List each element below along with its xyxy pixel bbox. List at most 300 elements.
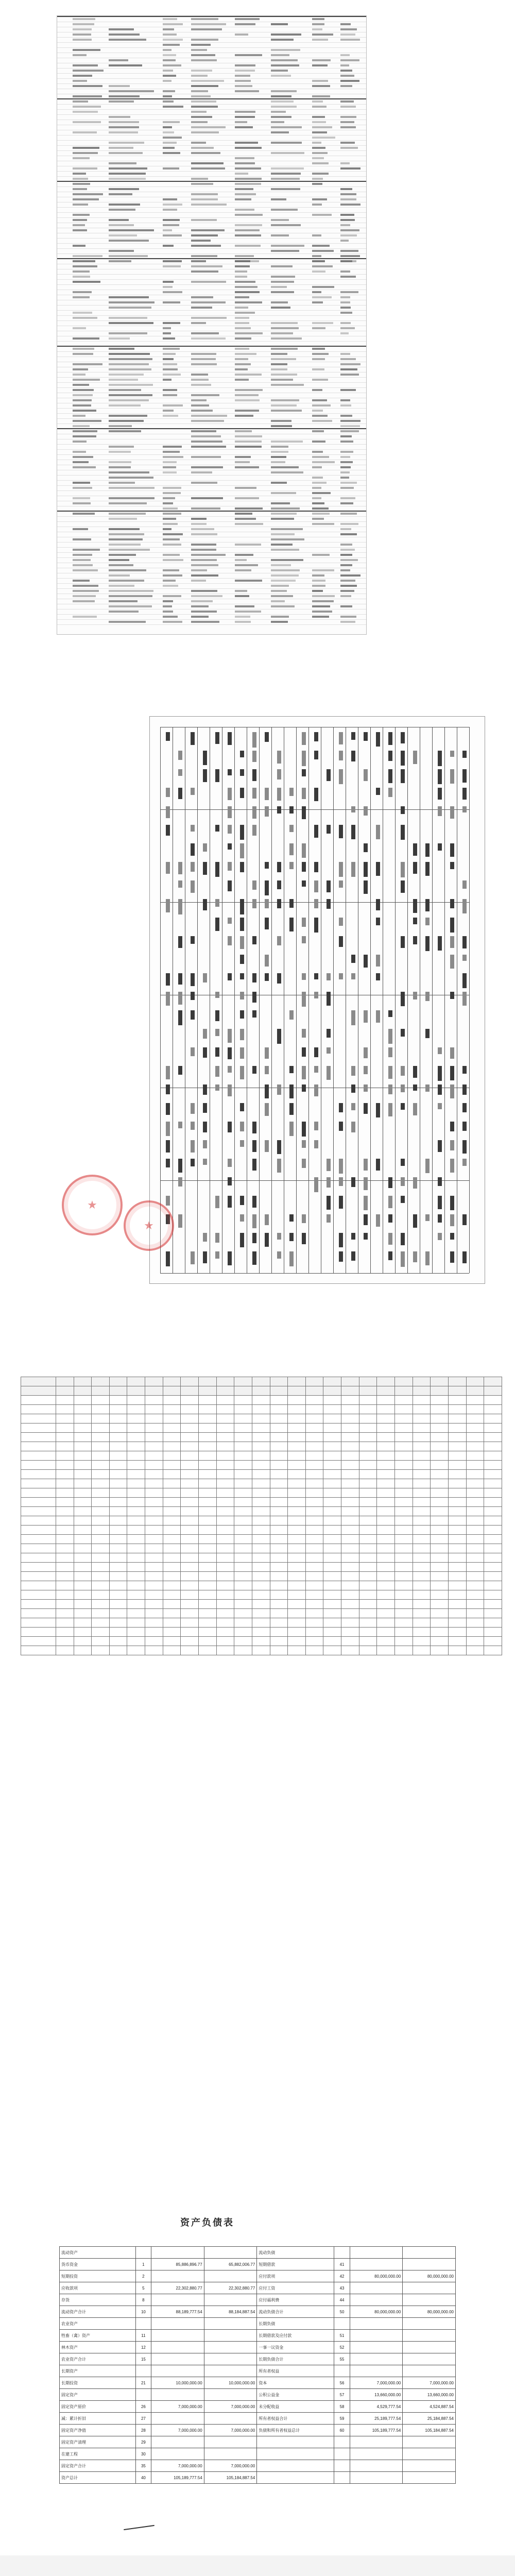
table-cell — [466, 1544, 484, 1553]
table-row — [21, 1646, 502, 1655]
grid-line-vertical — [395, 727, 396, 1273]
balance-label-cell — [257, 2436, 334, 2448]
table-cell — [448, 1498, 466, 1507]
table-cell — [92, 1461, 110, 1470]
table-cell — [21, 1526, 56, 1535]
statement-cell-text — [191, 936, 195, 944]
table-cell — [270, 1637, 288, 1646]
balance-line-cell: 26 — [135, 2401, 151, 2413]
statement-cell-text — [327, 1066, 331, 1080]
statement-cell-text — [314, 1084, 318, 1096]
table-cell — [181, 1563, 199, 1572]
table-cell — [413, 1423, 431, 1433]
table-cell — [234, 1590, 252, 1600]
statement-cell-text — [314, 751, 318, 759]
balance-label-cell: 固定资产合计 — [60, 2460, 136, 2472]
balance-row — [60, 2247, 456, 2259]
statement-cell-text — [425, 1159, 430, 1173]
table-cell — [21, 1442, 56, 1451]
table-cell — [323, 1535, 341, 1544]
ledger-row — [57, 372, 366, 378]
table-row — [21, 1414, 502, 1423]
table-cell — [127, 1646, 145, 1655]
statement-cell-text — [327, 1177, 331, 1188]
balance-line-cell — [135, 2365, 151, 2377]
table-cell — [181, 1405, 199, 1414]
table-cell — [199, 1516, 217, 1526]
table-cell — [21, 1590, 56, 1600]
table-cell — [288, 1461, 306, 1470]
statement-cell-text — [166, 806, 170, 818]
ledger-row — [57, 192, 366, 197]
table-cell — [484, 1396, 502, 1405]
table-cell — [466, 1396, 484, 1405]
table-cell — [252, 1544, 270, 1553]
statement-cell-text — [203, 899, 207, 910]
balance-sheet-title: 资产负债表 — [180, 2217, 234, 2228]
statement-cell-text — [240, 1066, 244, 1079]
balance-opening-cell: 105,189,777.54 — [151, 2472, 204, 2484]
statement-cell-text — [302, 880, 306, 887]
table-cell — [288, 1442, 306, 1451]
table-cell — [181, 1433, 199, 1442]
balance-row — [60, 2389, 456, 2401]
balance-closing-cell: 4,524,887.54 — [403, 2401, 456, 2413]
statement-cell-text — [228, 1196, 232, 1208]
table-cell — [56, 1386, 74, 1396]
statement-cell-text — [228, 1047, 232, 1059]
statement-cell-text — [265, 899, 269, 908]
table-cell — [163, 1386, 181, 1396]
grid-line-vertical — [296, 727, 297, 1273]
balance-closing-cell: 7,000,000.00 — [204, 2425, 257, 2436]
balance-opening-cell — [151, 2294, 204, 2306]
statement-cell-text — [314, 862, 318, 872]
table-cell — [288, 1553, 306, 1563]
statement-cell-text — [364, 1233, 368, 1240]
table-cell — [395, 1451, 413, 1461]
statement-cell-text — [166, 899, 170, 912]
statement-cell-text — [289, 1103, 294, 1115]
table-cell — [163, 1572, 181, 1581]
balance-line-cell: 21 — [135, 2377, 151, 2389]
ledger-row — [57, 295, 366, 300]
balance-label-cell: 应收款项 — [60, 2282, 136, 2294]
table-cell — [323, 1553, 341, 1563]
statement-cell-text — [450, 1084, 454, 1098]
table-cell — [145, 1423, 163, 1433]
balance-opening-cell — [350, 2436, 403, 2448]
table-cell — [305, 1553, 323, 1563]
grid-line-vertical — [259, 727, 260, 1273]
table-cell — [305, 1442, 323, 1451]
statement-cell-text — [166, 1066, 170, 1079]
table-cell — [74, 1451, 92, 1461]
table-cell — [305, 1498, 323, 1507]
statement-cell-text — [215, 992, 219, 998]
statement-cell-text — [203, 862, 207, 875]
statement-cell-text — [462, 973, 467, 988]
balance-line-cell — [334, 2436, 350, 2448]
ledger-row — [57, 527, 366, 532]
table-cell — [199, 1405, 217, 1414]
table-cell — [359, 1563, 377, 1572]
statement-cell-text — [314, 880, 318, 892]
ledger-row — [57, 32, 366, 38]
ledger-row — [57, 331, 366, 336]
table-cell — [431, 1544, 449, 1553]
table-cell — [74, 1516, 92, 1526]
ledger-row — [57, 208, 366, 213]
table-cell — [74, 1590, 92, 1600]
balance-closing-cell — [204, 2294, 257, 2306]
table-cell — [216, 1433, 234, 1442]
statement-cell-text — [376, 732, 380, 747]
statement-cell-text — [438, 1047, 442, 1054]
table-cell — [216, 1628, 234, 1637]
statement-cell-text — [203, 1233, 207, 1242]
table-cell — [270, 1628, 288, 1637]
table-cell — [323, 1396, 341, 1405]
balance-label-cell: 资本 — [257, 2377, 334, 2389]
table-cell — [92, 1535, 110, 1544]
table-cell — [448, 1396, 466, 1405]
ledger-row — [57, 470, 366, 476]
statement-cell-text — [388, 732, 392, 745]
balance-opening-cell: 22,302,880.77 — [151, 2282, 204, 2294]
table-cell — [252, 1488, 270, 1498]
table-cell — [323, 1544, 341, 1553]
ledger-row — [57, 429, 366, 434]
table-cell — [145, 1516, 163, 1526]
table-cell — [413, 1590, 431, 1600]
balance-line-cell: 41 — [334, 2259, 350, 2270]
table-cell — [181, 1581, 199, 1590]
balance-opening-cell: 105,189,777.54 — [350, 2425, 403, 2436]
table-cell — [216, 1581, 234, 1590]
table-cell — [270, 1442, 288, 1451]
table-cell — [74, 1423, 92, 1433]
balance-opening-cell: 88,189,777.54 — [151, 2306, 204, 2318]
table-cell — [109, 1609, 127, 1618]
rotated-statement-page — [0, 685, 515, 1329]
table-cell — [323, 1507, 341, 1516]
table-cell — [484, 1414, 502, 1423]
statement-cell-text — [401, 825, 405, 840]
statement-cell-text — [401, 862, 405, 877]
statement-cell-text — [277, 1084, 281, 1095]
statement-cell-text — [388, 1066, 392, 1079]
balance-closing-cell — [403, 2318, 456, 2330]
table-cell — [341, 1581, 359, 1590]
table-cell — [323, 1461, 341, 1470]
table-cell — [234, 1609, 252, 1618]
table-cell — [305, 1581, 323, 1590]
table-cell — [74, 1479, 92, 1488]
table-cell — [145, 1386, 163, 1396]
table-cell — [341, 1572, 359, 1581]
statement-cell-text — [388, 1177, 392, 1188]
statement-cell-text — [191, 1159, 195, 1166]
table-cell — [92, 1600, 110, 1609]
balance-opening-cell: 25,189,777.54 — [350, 2413, 403, 2425]
balance-line-cell: 42 — [334, 2270, 350, 2282]
balance-label-cell: 应付工资 — [257, 2282, 334, 2294]
statement-cell-text — [327, 769, 331, 781]
table-cell — [181, 1572, 199, 1581]
statement-cell-text — [302, 769, 306, 776]
table-cell — [288, 1526, 306, 1535]
table-cell — [377, 1377, 395, 1386]
table-cell — [341, 1544, 359, 1553]
statement-cell-text — [228, 973, 232, 980]
table-cell — [199, 1637, 217, 1646]
ledger-row — [57, 228, 366, 233]
ledger-row — [57, 244, 366, 249]
table-cell — [127, 1628, 145, 1637]
statement-cell-text — [450, 936, 454, 948]
table-cell — [484, 1646, 502, 1655]
statement-cell-text — [339, 1233, 343, 1247]
statement-cell-text — [252, 1010, 256, 1018]
balance-label-cell: 所有者权益 — [257, 2365, 334, 2377]
table-cell — [163, 1609, 181, 1618]
table-cell — [92, 1442, 110, 1451]
statement-cell-text — [302, 1122, 306, 1137]
statement-cell-text — [364, 1047, 368, 1058]
statement-cell-text — [413, 862, 417, 874]
table-cell — [431, 1600, 449, 1609]
table-cell — [199, 1396, 217, 1405]
statement-cell-text — [462, 1066, 467, 1074]
table-cell — [127, 1377, 145, 1386]
table-cell — [92, 1526, 110, 1535]
ledger-row — [57, 615, 366, 620]
table-cell — [21, 1609, 56, 1618]
table-cell — [74, 1488, 92, 1498]
table-cell — [21, 1507, 56, 1516]
ledger-row — [57, 501, 366, 506]
statement-cell-text — [388, 1214, 392, 1223]
statement-cell-text — [438, 1233, 442, 1240]
table-cell — [305, 1618, 323, 1628]
balance-opening-cell: 80,000,000.00 — [350, 2270, 403, 2282]
balance-row — [60, 2259, 456, 2270]
table-row — [21, 1553, 502, 1563]
table-cell — [56, 1628, 74, 1637]
table-cell — [466, 1433, 484, 1442]
statement-cell-text — [191, 973, 195, 986]
table-cell — [395, 1405, 413, 1414]
table-cell — [74, 1581, 92, 1590]
balance-closing-cell — [403, 2259, 456, 2270]
statement-cell-text — [364, 1066, 368, 1074]
ledger-row — [57, 69, 366, 74]
table-cell — [127, 1498, 145, 1507]
table-cell — [288, 1498, 306, 1507]
table-cell — [359, 1442, 377, 1451]
ledger-row — [57, 367, 366, 372]
statement-cell-text — [166, 1140, 170, 1153]
table-cell — [323, 1628, 341, 1637]
statement-cell-text — [314, 1122, 318, 1130]
table-cell — [109, 1535, 127, 1544]
table-cell — [341, 1414, 359, 1423]
statement-cell-text — [450, 1066, 454, 1080]
statement-cell-text — [413, 1251, 417, 1262]
table-cell — [21, 1498, 56, 1507]
statement-cell-text — [388, 788, 392, 797]
ledger-row — [57, 548, 366, 553]
table-cell — [359, 1581, 377, 1590]
table-cell — [127, 1600, 145, 1609]
balance-label-cell: 长期负债 — [257, 2318, 334, 2330]
balance-line-cell: 43 — [334, 2282, 350, 2294]
table-cell — [359, 1377, 377, 1386]
table-cell — [127, 1572, 145, 1581]
table-cell — [359, 1396, 377, 1405]
table-cell — [252, 1451, 270, 1461]
table-cell — [145, 1433, 163, 1442]
table-cell — [92, 1618, 110, 1628]
statement-cell-text — [425, 1029, 430, 1038]
balance-opening-cell — [151, 2353, 204, 2365]
balance-line-cell: 57 — [334, 2389, 350, 2401]
table-cell — [377, 1581, 395, 1590]
table-cell — [109, 1405, 127, 1414]
ledger-row — [57, 491, 366, 496]
table-cell — [448, 1433, 466, 1442]
balance-sheet-page — [0, 1793, 515, 2555]
statement-cell-text — [314, 992, 318, 998]
statement-cell-text — [277, 973, 281, 984]
table-cell — [395, 1600, 413, 1609]
statement-cell-text — [462, 880, 467, 889]
table-cell — [234, 1451, 252, 1461]
table-cell — [466, 1581, 484, 1590]
table-cell — [431, 1516, 449, 1526]
table-cell — [484, 1563, 502, 1572]
balance-closing-cell — [204, 2436, 257, 2448]
table-cell — [109, 1507, 127, 1516]
table-cell — [466, 1479, 484, 1488]
table-cell — [341, 1451, 359, 1461]
table-cell — [305, 1405, 323, 1414]
statement-cell-text — [339, 1159, 343, 1174]
ledger-row — [57, 264, 366, 269]
ledger-row — [57, 450, 366, 455]
balance-label-cell: 所有者权益合计 — [257, 2413, 334, 2425]
table-cell — [199, 1553, 217, 1563]
statement-cell-text — [376, 899, 380, 910]
table-cell — [56, 1405, 74, 1414]
balance-line-cell: 44 — [334, 2294, 350, 2306]
ledger-row — [57, 573, 366, 579]
balance-row — [60, 2342, 456, 2353]
grid-line-vertical — [333, 727, 334, 1273]
table-cell — [145, 1405, 163, 1414]
table-cell — [395, 1646, 413, 1655]
balance-opening-cell: 4,529,777.54 — [350, 2401, 403, 2413]
table-cell — [109, 1479, 127, 1488]
statement-cell-text — [351, 1010, 355, 1025]
table-cell — [466, 1590, 484, 1600]
statement-cell-text — [289, 1066, 294, 1073]
statement-cell-text — [425, 1084, 430, 1092]
balance-opening-cell — [350, 2448, 403, 2460]
table-cell — [270, 1553, 288, 1563]
table-row — [21, 1461, 502, 1470]
table-cell — [323, 1451, 341, 1461]
ledger-row — [57, 419, 366, 424]
statement-cell-text — [166, 1251, 170, 1266]
table-cell — [252, 1396, 270, 1405]
statement-cell-text — [203, 1251, 207, 1263]
statement-cell-text — [178, 788, 182, 799]
table-cell — [413, 1405, 431, 1414]
balance-closing-cell — [403, 2353, 456, 2365]
table-cell — [109, 1461, 127, 1470]
statement-cell-text — [376, 1103, 380, 1117]
table-cell — [305, 1423, 323, 1433]
ledger-row — [57, 568, 366, 573]
table-cell — [109, 1590, 127, 1600]
table-cell — [377, 1646, 395, 1655]
table-cell — [163, 1488, 181, 1498]
ledger-row — [57, 89, 366, 94]
table-cell — [270, 1377, 288, 1386]
statement-cell-text — [302, 843, 306, 858]
balance-sheet-table — [59, 2246, 456, 2484]
table-cell — [270, 1386, 288, 1396]
table-cell — [413, 1479, 431, 1488]
table-cell — [270, 1590, 288, 1600]
table-cell — [21, 1618, 56, 1628]
table-cell — [216, 1609, 234, 1618]
table-cell — [484, 1442, 502, 1451]
table-cell — [127, 1442, 145, 1451]
table-cell — [21, 1535, 56, 1544]
table-cell — [395, 1553, 413, 1563]
balance-closing-cell — [204, 2318, 257, 2330]
statement-cell-text — [252, 1159, 256, 1171]
balance-line-cell: 29 — [135, 2436, 151, 2448]
table-cell — [109, 1553, 127, 1563]
table-cell — [145, 1526, 163, 1535]
table-cell — [270, 1433, 288, 1442]
table-cell — [163, 1405, 181, 1414]
table-cell — [252, 1516, 270, 1526]
balance-row — [60, 2472, 456, 2484]
table-cell — [413, 1516, 431, 1526]
table-cell — [163, 1451, 181, 1461]
table-cell — [21, 1637, 56, 1646]
table-cell — [288, 1572, 306, 1581]
statement-cell-text — [351, 1103, 355, 1110]
table-cell — [484, 1451, 502, 1461]
table-cell — [431, 1581, 449, 1590]
statement-cell-text — [450, 992, 454, 999]
table-cell — [288, 1386, 306, 1396]
statement-cell-text — [438, 1177, 442, 1186]
table-cell — [145, 1553, 163, 1563]
table-cell — [92, 1498, 110, 1507]
table-cell — [341, 1461, 359, 1470]
table-cell — [216, 1507, 234, 1516]
ledger-row — [57, 135, 366, 141]
statement-cell-text — [252, 880, 256, 890]
table-cell — [252, 1414, 270, 1423]
